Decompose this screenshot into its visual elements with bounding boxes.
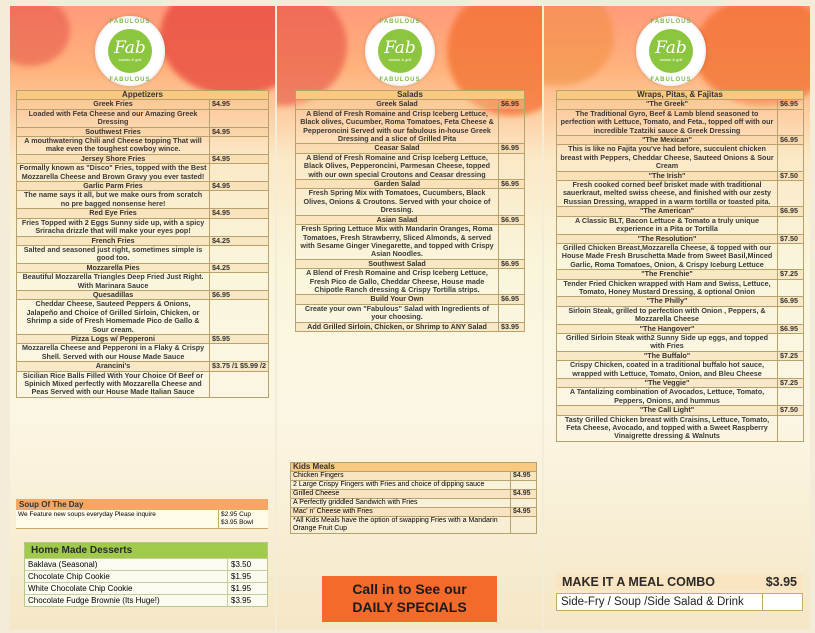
item-price: $4.25 xyxy=(210,236,269,245)
item-desc-spacer xyxy=(778,145,804,171)
item-desc: The Traditional Gyro, Beef & Lamb blend seasoned to perfection with Lettuce, Tomato, and Feta., topped off with our incredible Tzatziki sauce & Greek Dressing xyxy=(557,109,778,135)
item-name: "The Greek" xyxy=(557,100,778,109)
menu-item-desc-row xyxy=(296,153,525,179)
item-desc: A Blend of Fresh Romaine and Crisp Iceberg Lettuce, Black olives, Cucumber, Roma Tomatoes, Feta Cheese & Pepperoncini Served with our fabulous in-house Greek Dressing and a slice of Grilled Pita xyxy=(296,109,499,144)
dessert-row xyxy=(25,594,267,606)
item-price: $7.25 xyxy=(778,351,804,360)
menu-item-row xyxy=(296,100,525,109)
item-price: $6.95 xyxy=(499,100,525,109)
logo-ring-top: FABULOUS xyxy=(379,19,421,25)
logo-ring-top: FABULOUS xyxy=(109,19,151,25)
menu-item-desc-row xyxy=(557,181,804,207)
item-price: $6.95 xyxy=(210,290,269,299)
item-desc: Grilled Sirloin Steak with2 Sunny Side up eggs, and topped with Fries xyxy=(557,333,778,351)
menu-item-row xyxy=(557,207,804,216)
kids-item-price: $4.95 xyxy=(511,490,537,499)
item-price: $6.95 xyxy=(778,136,804,145)
menu-item-desc-row xyxy=(17,245,269,263)
item-desc: The name says it all, but we make ours from scratch no pre bagged nonsense here! xyxy=(17,191,210,209)
menu-item-row xyxy=(557,406,804,415)
item-desc: Create your own "Fabulous" Salad with Ingredients of your choosing. xyxy=(296,304,499,322)
item-desc-spacer xyxy=(210,218,269,236)
item-price: $3.75 /1 $5.99 /2 xyxy=(210,362,269,371)
item-price: $6.95 xyxy=(778,297,804,306)
kids-table xyxy=(290,462,537,534)
item-desc-spacer xyxy=(210,164,269,182)
item-desc: Fresh Spring Lettuce Mix with Mandarin Oranges, Roma Tomatoes, Fresh Strawberry, Sliced Almonds, & served with Sesame Ginger Vinegarette, and topped with Crispy Asian Noodles. xyxy=(296,225,499,260)
desserts-title: Home Made Desserts xyxy=(25,543,267,558)
item-name: Add Grilled Sirloin, Chicken, or Shrimp to ANY Salad xyxy=(296,322,499,331)
item-desc: Tasty Grilled Chicken breast with Craisins, Lettuce, Tomato, Feta Cheese, Avocado, and topped with a Sweet Raspberry Vinaigrette dressing & Walnuts xyxy=(557,415,778,441)
logo-word: Fab xyxy=(114,38,146,58)
salads-table xyxy=(295,90,525,332)
menu-item-desc-row xyxy=(17,137,269,155)
item-price: $6.95 xyxy=(499,215,525,224)
dessert-name: Baklava (Seasonal) xyxy=(28,560,98,569)
item-desc: A Tantalizing combination of Avocados, Lettuce, Tomato, Peppers, Onions, and hummus xyxy=(557,388,778,406)
panel-salads xyxy=(277,6,542,630)
item-name: "The Hangover" xyxy=(557,324,778,333)
item-price: $4.95 xyxy=(210,182,269,191)
dessert-price: $1.95 xyxy=(227,571,267,582)
item-name: Southwest Fries xyxy=(17,127,210,136)
item-price: $6.95 xyxy=(778,100,804,109)
menu-item-desc-row xyxy=(557,415,804,441)
item-price: $4.25 xyxy=(210,263,269,272)
logo xyxy=(95,16,165,86)
kids-item-price xyxy=(511,499,537,508)
menu-item-desc-row xyxy=(557,216,804,234)
item-name: Garlic Parm Fries xyxy=(17,182,210,191)
item-name: Arancini's xyxy=(17,362,210,371)
menu-item-row xyxy=(557,100,804,109)
soup-title: Soup Of The Day xyxy=(16,499,268,510)
item-desc-spacer xyxy=(778,306,804,324)
soup-section xyxy=(16,499,268,529)
item-desc-spacer xyxy=(778,279,804,297)
logo-word: Fab xyxy=(655,38,687,58)
item-desc-spacer xyxy=(499,109,525,144)
item-desc-spacer xyxy=(778,109,804,135)
menu-item-desc-row xyxy=(17,218,269,236)
dessert-row xyxy=(25,570,267,582)
item-desc-spacer xyxy=(210,371,269,397)
menu-item-desc-row xyxy=(557,388,804,406)
menu-item-desc-row xyxy=(296,269,525,295)
wraps-table xyxy=(556,90,804,442)
item-price: $7.50 xyxy=(778,406,804,415)
menu-item-desc-row xyxy=(557,109,804,135)
menu-item-desc-row xyxy=(17,191,269,209)
menu-item-desc-row xyxy=(557,243,804,269)
item-desc-spacer xyxy=(778,333,804,351)
logo-ring-bottom: FABULOUS xyxy=(650,77,692,83)
item-price: $4.95 xyxy=(210,154,269,163)
menu-item-row xyxy=(557,234,804,243)
item-price: $5.95 xyxy=(210,334,269,343)
combo-sides: Side-Fry / Soup /Side Salad & Drink xyxy=(561,596,744,608)
appetizers-table xyxy=(16,90,269,398)
kids-item-price xyxy=(511,481,537,490)
item-desc: A Blend of Fresh Romaine and Crisp Iceberg Lettuce, Black Olives, Pepperoncini, Parmesan Cheese, topped with our own special Croutons and Ceasar dressing xyxy=(296,153,499,179)
menu-item-row xyxy=(557,270,804,279)
kids-item-name: 2 Large Crispy Fingers with Fries and choice of dipping sauce xyxy=(291,481,511,490)
menu-item-desc-row xyxy=(557,306,804,324)
item-price: $7.50 xyxy=(778,171,804,180)
call-in-line1: Call in to See our xyxy=(352,581,467,597)
item-desc: Tender Fried Chicken wrapped with Ham and Swiss, Lettuce, Tomato, Honey Mustard Dressing, & optional Onion xyxy=(557,279,778,297)
item-desc: Mozzarella Cheese and Pepperoni in a Flaky & Crispy Shell. Served with our House Made Sauce xyxy=(17,344,210,362)
item-price: $6.95 xyxy=(499,259,525,268)
item-name: Jersey Shore Fries xyxy=(17,154,210,163)
kids-item-name: A Perfectly griddled Sandwich with Fries xyxy=(291,499,511,508)
item-price: $7.25 xyxy=(778,270,804,279)
call-in-banner xyxy=(322,576,497,622)
item-price: $6.95 xyxy=(499,180,525,189)
logo xyxy=(636,16,706,86)
item-desc: A Blend of Fresh Romaine and Crisp Iceberg Lettuce, Fresh Pico de Gallo, Cheddar Cheese, House made Chipotle Ranch dressing & Crispy Tortilla strips. xyxy=(296,269,499,295)
logo-ring-bottom: FABULOUS xyxy=(109,77,151,83)
item-name: "The Mexican" xyxy=(557,136,778,145)
item-desc-spacer xyxy=(210,191,269,209)
item-desc: Beautiful Mozzarella Triangles Deep Fried Just Right. With Marinara Sauce xyxy=(17,273,210,291)
item-price: $3.95 xyxy=(499,322,525,331)
menu-item-row xyxy=(17,209,269,218)
item-desc: A mouthwatering Chili and Cheese topping That will make even the toughest cowboy wince. xyxy=(17,137,210,155)
item-desc-spacer xyxy=(210,137,269,155)
kids-item-price: $4.95 xyxy=(511,508,537,517)
item-desc: Fries Topped with 2 Eggs Sunny side up, with a spicy Sriracha drizzle that will make your eyes pop! xyxy=(17,218,210,236)
menu-item-desc-row xyxy=(17,371,269,397)
item-name: "The Resolution" xyxy=(557,234,778,243)
menu-item-desc-row xyxy=(17,273,269,291)
item-name: "The American" xyxy=(557,207,778,216)
logo-sub: salads & grill xyxy=(118,57,142,62)
item-desc-spacer xyxy=(210,300,269,335)
item-name: Mozzarella Pies xyxy=(17,263,210,272)
kids-item-row xyxy=(291,508,537,517)
logo-ring-top: FABULOUS xyxy=(650,19,692,25)
dessert-price: $3.95 xyxy=(227,595,267,606)
menu-item-desc-row xyxy=(296,189,525,215)
kids-item-price: $4.95 xyxy=(511,472,537,481)
kids-item-row xyxy=(291,481,537,490)
item-desc: Sirloin Steak, grilled to perfection with Onion , Peppers, & Mozzarella Cheese xyxy=(557,306,778,324)
kids-item-row xyxy=(291,490,537,499)
item-desc: Crispy Chicken, coated in a traditional buffalo hot sauce, wrapped with Lettuce, Tomato, Onion, and Bleu Cheese xyxy=(557,361,778,379)
menu-item-desc-row xyxy=(296,304,525,322)
panel-wraps xyxy=(544,6,810,630)
menu-item-row xyxy=(17,100,269,109)
item-name: Build Your Own xyxy=(296,295,499,304)
item-name: Garden Salad xyxy=(296,180,499,189)
item-desc-spacer xyxy=(210,109,269,127)
logo-word: Fab xyxy=(384,38,416,58)
menu-item-row xyxy=(296,295,525,304)
desserts-section xyxy=(24,542,268,607)
item-name: "The Philly" xyxy=(557,297,778,306)
item-desc: A Classic BLT, Bacon Lettuce & Tomato a truly unique experience in a Pita or Tortilla xyxy=(557,216,778,234)
item-price: $6.95 xyxy=(778,324,804,333)
kids-item-name: Mac' n' Cheese with Fries xyxy=(291,508,511,517)
item-price: $6.95 xyxy=(778,207,804,216)
menu-item-desc-row xyxy=(17,344,269,362)
menu-item-desc-row xyxy=(557,145,804,171)
item-name: Red Eye Fries xyxy=(17,209,210,218)
menu-item-desc-row xyxy=(17,300,269,335)
item-name: Southwest Salad xyxy=(296,259,499,268)
item-name: Greek Salad xyxy=(296,100,499,109)
dessert-name: Chocolate Chip Cookie xyxy=(28,572,110,581)
item-desc: Loaded with Feta Cheese and our Amazing Greek Dressing xyxy=(17,109,210,127)
item-price: $4.95 xyxy=(210,100,269,109)
menu-item-row xyxy=(17,236,269,245)
menu-item-desc-row xyxy=(17,109,269,127)
item-desc: Salted and seasoned just right, sometimes simple is good too. xyxy=(17,245,210,263)
kids-title: Kids Meals xyxy=(291,463,537,472)
item-name: Asian Salad xyxy=(296,215,499,224)
menu-item-row xyxy=(17,362,269,371)
menu-item-row xyxy=(296,144,525,153)
item-name: "The Call Light" xyxy=(557,406,778,415)
item-name: "The Irish" xyxy=(557,171,778,180)
item-price: $4.95 xyxy=(210,127,269,136)
item-desc-spacer xyxy=(778,361,804,379)
kids-item-price xyxy=(511,517,537,534)
dessert-name: White Chocolate Chip Cookie xyxy=(28,584,133,593)
item-desc-spacer xyxy=(210,344,269,362)
item-desc-spacer xyxy=(499,189,525,215)
dessert-row xyxy=(25,582,267,594)
item-name: French Fries xyxy=(17,236,210,245)
menu-item-desc-row xyxy=(296,225,525,260)
menu-item-row xyxy=(296,322,525,331)
kids-item-name: Grilled Cheese xyxy=(291,490,511,499)
combo-price: $3.95 xyxy=(765,575,797,589)
menu-item-desc-row xyxy=(296,109,525,144)
dessert-name: Chocolate Fudge Brownie (Its Huge!) xyxy=(28,596,160,605)
kids-item-name: Chicken Fingers xyxy=(291,472,511,481)
logo xyxy=(365,16,435,86)
item-desc: This is like no Fajita you've had before, succulent chicken breast with Peppers, Cheddar Cheese, Sauteed Onions & Sour Cream xyxy=(557,145,778,171)
item-desc-spacer xyxy=(499,225,525,260)
appetizers-title: Appetizers xyxy=(17,91,269,100)
item-price: $4.95 xyxy=(210,209,269,218)
combo-title: MAKE IT A MEAL COMBO xyxy=(562,575,716,589)
logo-sub: salads & grill xyxy=(659,57,683,62)
dessert-price: $1.95 xyxy=(227,583,267,594)
kids-item-row xyxy=(291,499,537,508)
item-name: Ceasar Salad xyxy=(296,144,499,153)
menu-item-desc-row xyxy=(557,279,804,297)
menu-item-desc-row xyxy=(17,164,269,182)
item-price: $7.25 xyxy=(778,379,804,388)
item-desc-spacer xyxy=(778,388,804,406)
item-name: Quesadillas xyxy=(17,290,210,299)
menu-item-desc-row xyxy=(557,361,804,379)
item-price: $7.50 xyxy=(778,234,804,243)
item-desc: Sicilian Rice Balls Filled With Your Choice Of Beef or Spinich Mixed perfectly with Mozzarella Cheese and Peas Served with our House Made Italian Sauce xyxy=(17,371,210,397)
item-desc: Cheddar Cheese, Sauteed Peppers & Onions, Jalapeño and Choice of Grilled Sirloin, Chicken, or Shrimp a side of Fresh Homemade Pico de Gallo & Sour cream. xyxy=(17,300,210,335)
item-desc-spacer xyxy=(499,304,525,322)
logo-ring-bottom: FABULOUS xyxy=(379,77,421,83)
logo-sub: salads & grill xyxy=(388,57,412,62)
item-desc-spacer xyxy=(499,269,525,295)
item-desc-spacer xyxy=(778,243,804,269)
item-desc-spacer xyxy=(210,245,269,263)
call-in-line2: DAILY SPECIALS xyxy=(352,599,467,615)
item-name: "The Veggie" xyxy=(557,379,778,388)
dessert-row xyxy=(25,558,267,570)
menu-item-row xyxy=(557,297,804,306)
dessert-price: $3.50 xyxy=(227,559,267,570)
menu-item-desc-row xyxy=(557,333,804,351)
item-desc-spacer xyxy=(499,153,525,179)
kids-item-row xyxy=(291,472,537,481)
item-price: $6.95 xyxy=(499,295,525,304)
item-name: Pizza Logs w/ Pepperoni xyxy=(17,334,210,343)
wraps-title: Wraps, Pitas, & Fajitas xyxy=(557,91,804,100)
panel-appetizers xyxy=(10,6,275,630)
item-name: "The Buffalo" xyxy=(557,351,778,360)
item-name: "The Frenchie" xyxy=(557,270,778,279)
item-desc: Fresh Spring Mix with Tomatoes, Cucumbers, Black Olives, Onions & Croutons. Served with your choice of Dressing. xyxy=(296,189,499,215)
item-desc: Fresh cooked corned beef brisket made with traditional sauerkraut, melted swiss cheese, and finished with our zesty Russian Dressing, wrapped in a warm tortilla or toasted pita. xyxy=(557,181,778,207)
item-desc: Grilled Chicken Breast,Mozzarella Cheese, & topped with our House Made Fresh Bruschetta Made from Sweet Basil,Minced Garlic, Roma Tomatoes, Onion, & Crispy Iceburg Lettuce xyxy=(557,243,778,269)
kids-item-row xyxy=(291,517,537,534)
soup-price: $2.95 Cup $3.95 Bowl xyxy=(218,510,268,528)
salads-title: Salads xyxy=(296,91,525,100)
item-desc-spacer xyxy=(778,216,804,234)
soup-text: We Feature new soups everyday Please inquire xyxy=(18,511,156,518)
item-desc: Formally known as "Disco" Fries, topped with the Best Mozzarella Cheese and Brown Gravy you ever tasted! xyxy=(17,164,210,182)
item-price: $6.95 xyxy=(499,144,525,153)
item-desc-spacer xyxy=(778,181,804,207)
kids-item-name: *All Kids Meals have the option of swapping Fries with a Mandarin Orange Fruit Cup xyxy=(291,517,511,534)
item-desc-spacer xyxy=(210,273,269,291)
item-desc-spacer xyxy=(778,415,804,441)
combo-section xyxy=(556,574,803,611)
item-name: Greek Fries xyxy=(17,100,210,109)
